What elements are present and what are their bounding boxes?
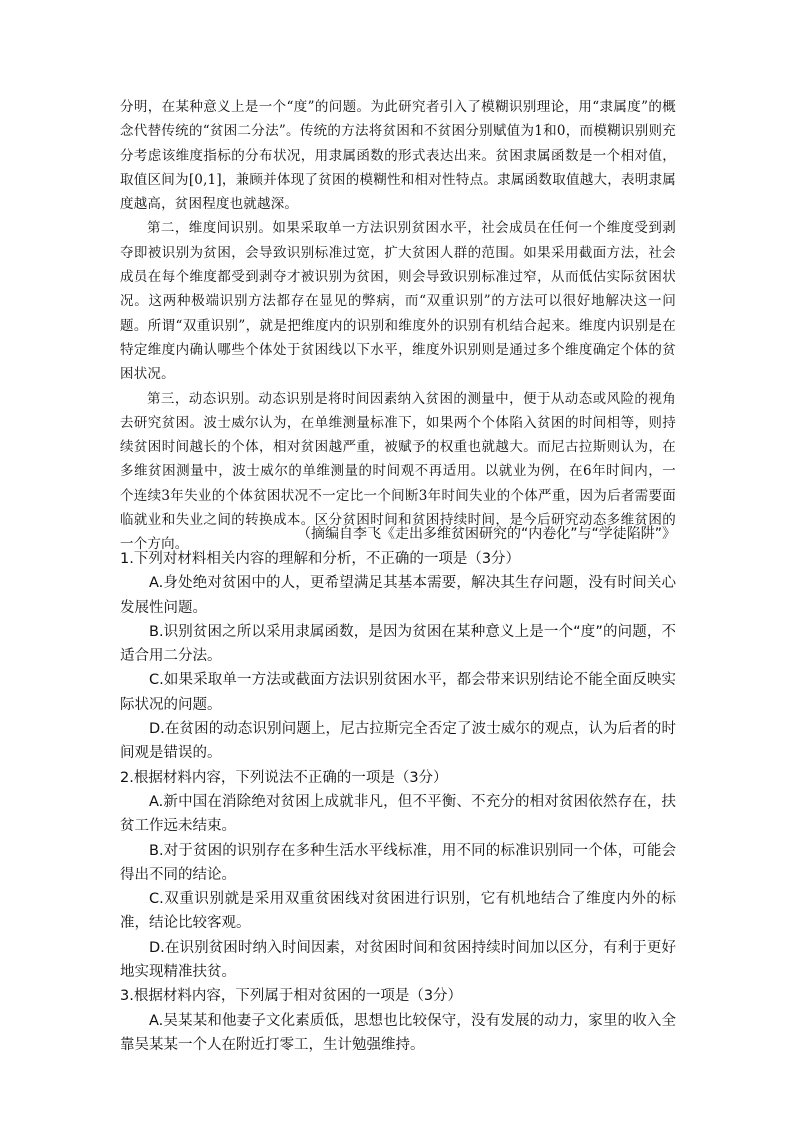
option-a: A.吴某某和他妻子文化素质低，思想也比较保守，没有发展的动力，家里的收入全靠吴某某一个人在附近打零工，生计勉强维持。 bbox=[120, 1012, 676, 1053]
option-c: C.双重识别就是采用双重贫困线对贫困进行识别，它有机地结合了维度内外的标准，结论比较客观。 bbox=[120, 891, 676, 932]
passage-paragraph-2: 第二，维度间识别。如果采取单一方法识别贫困水平，社会成员在任何一个维度受到剥夺即被识别为贫困，会导致识别标准过宽，扩大贫困人群的范围。如果采用截面方法，社会成员在每个维度都受到剥夺才被识别为贫困，则会导致识别标准过窄，从而低估实际贫困状况。这两种极端识别方法都存在显见的弊病，而“双重识别”的方法可以很好地解决这一问题。所谓“双重识别”，就是把维度内的识别和维度外的识别有机结合起来。维度内识别是在特定维度内确认哪些个体处于贫困线以下水平，维度外识别则是通过多个维度确定个体的贫困状况。 bbox=[120, 220, 676, 383]
option-b: B.对于贫困的识别存在多种生活水平线标准，用不同的标准识别同一个体，可能会得出不同的结论。 bbox=[120, 842, 676, 883]
option-d: D.在识别贫困时纳入时间因素，对贫困时间和贫困持续时间加以区分，有利于更好地实现精准扶贫。 bbox=[120, 939, 676, 981]
question-stem: 2.根据材料内容，下列说法不正确的一项是（3分） bbox=[120, 769, 448, 786]
option-c: C.如果采取单一方法或截面方法识别贫困水平，都会带来识别结论不能全面反映实际状况的问题。 bbox=[120, 672, 676, 713]
source-citation: （摘编自李飞《走出多维贫困研究的“内卷化”与“学徒陷阱”》 bbox=[296, 526, 676, 542]
option-a: A.新中国在消除绝对贫困上成就非凡，但不平衡、不充分的相对贫困依然存在，扶贫工作远未结束。 bbox=[120, 793, 676, 835]
question-3 bbox=[120, 984, 676, 1057]
option-a: A.身处绝对贫困中的人，更希望满足其基本需要，解决其生存问题，没有时间关心发展性问题。 bbox=[120, 575, 676, 616]
passage-paragraph-1: 分明，在某种意义上是一个“度”的问题。为此研究者引入了模糊识别理论，用“隶属度”的概念代替传统的“贫困二分法”。传统的方法将贫困和不贫困分别赋值为1和0，而模糊识别则充分考虑该维度指标的分布状况，用隶属函数的形式表达出来。贫困隶属函数是一个相对值，取值区间为[0,1]，兼顾并体现了贫困的模糊性和相对性特点。隶属函数取值越大，表明隶属度越高，贫困程度也就越深。 bbox=[120, 99, 676, 213]
question-1 bbox=[120, 547, 676, 766]
passage-paragraph-3: 第三，动态识别。动态识别是将时间因素纳入贫困的测量中，便于从动态或风险的视角去研究贫困。波士威尔认为，在单维测量标准下，如果两个个体陷入贫困的时间相等，则持续贫困时间越长的个体，相对贫困越严重，被赋予的权重也就越大。而尼古拉斯则认为，在多维贫困测量中，波士威尔的单维测量的时间观不再适用。以就业为例，在6年时间内，一个连续3年失业的个体贫困状况不一定比一个间断3年时间失业的个体严重，因为后者需要面临就业和失业之间的转换成本。区分贫困时间和贫困持续时间，是今后研究动态多维贫困的一个方向。 bbox=[120, 390, 676, 553]
option-d: D.在贫困的动态识别问题上，尼古拉斯完全否定了波士威尔的观点，认为后者的时间观是错误的。 bbox=[120, 721, 676, 762]
option-b: B.识别贫困之所以采用隶属函数，是因为贫困在某种意义上是一个“度”的问题，不适合用二分法。 bbox=[120, 623, 676, 665]
question-stem: 3.根据材料内容，下列属于相对贫困的一项是（3分） bbox=[120, 988, 463, 1005]
reading-passage bbox=[120, 95, 676, 557]
question-list bbox=[120, 547, 676, 1057]
question-stem: 1.下列对材料相关内容的理解和分析，不正确的一项是（3分） bbox=[120, 551, 521, 567]
question-2 bbox=[120, 766, 676, 985]
